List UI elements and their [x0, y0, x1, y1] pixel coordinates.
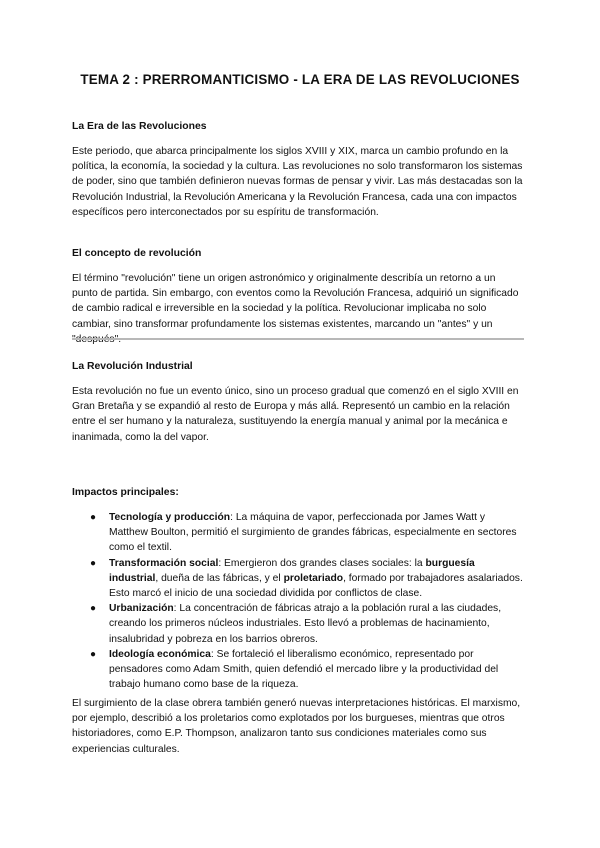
paragraph-closing: El surgimiento de la clase obrera también generó nuevas interpretaciones históricas. El marxismo, por ejemplo, describió a los proletarios como explotados por los burgueses, mientras que otros historiadores, como E.P. Thompson, analizaron tanto sus condiciones materiales como sus experiencias culturales.	[72, 698, 521, 755]
impact-text: : Emergieron dos grandes clases sociales: la	[218, 557, 426, 569]
impact-term: Urbanización	[109, 603, 174, 615]
heading-era-revoluciones: La Era de las Revoluciones	[72, 121, 207, 132]
impact-text: : Se fortaleció el liberalismo económico, representado por pensadores como Adam Smith, quien defendió el mercado libre y la productividad del trabajo humano como base de la riqueza.	[109, 648, 499, 691]
bullet-icon: ●	[90, 512, 97, 523]
impact-term: Transformación social	[109, 557, 219, 569]
impact-bold-term: burguesía industrial	[109, 557, 475, 584]
paragraph-concepto-revolucion: El término "revolución" tiene un origen astronómico y originalmente describía un retorno a un punto de partida. Sin embargo, con eventos como la Revolución Francesa, adquirió un significado de cambio radical e irreversible en la sociedad y la política. Revolucionar implicaba no solo cambiar, sino transformar profundamente los sistemas existentes, marcando un "antes" y un "después".	[72, 273, 519, 345]
impact-text: : La máquina de vapor, perfeccionada por James Watt y Matthew Boulton, permitió el surgimiento de grandes fábricas, especialmente en sectores como el textil.	[109, 512, 517, 554]
section-divider	[72, 338, 524, 340]
impacts-list	[72, 510, 524, 692]
heading-revolucion-industrial: La Revolución Industrial	[72, 361, 193, 372]
document-title: TEMA 2 : PRERROMANTICISMO - LA ERA DE LAS REVOLUCIONES	[80, 72, 520, 87]
bullet-icon: ●	[90, 557, 97, 569]
list-item	[72, 510, 524, 556]
heading-concepto-revolucion: El concepto de revolución	[72, 248, 202, 259]
paragraph-era-revoluciones: Este periodo, que abarca principalmente los siglos XVIII y XIX, marca un cambio profundo en la política, la economía, la sociedad y la cultura. Las revoluciones no solo transformaron los sistemas de poder, sino que también definieron nuevas formas de pensar y vivir. Las más destacadas son la Revolución Industrial, la Revolución Americana y la Revolución Francesa, cada una con impactos específicos pero interconectados por su espíritu de transformación.	[72, 146, 523, 218]
list-item	[72, 647, 524, 693]
bullet-icon: ●	[90, 648, 97, 660]
impact-text: , dueña de las fábricas, y el	[155, 572, 284, 584]
impact-bold-term: proletariado	[283, 572, 344, 584]
impact-text: : La concentración de fábricas atrajo a la población rural a las ciudades, creando los primeros núcleos industriales. Esto llevó a problemas de hacinamiento, insalubridad y pobreza en los barrios obreros.	[109, 603, 502, 645]
heading-impactos: Impactos principales:	[72, 487, 179, 498]
paragraph-revolucion-industrial: Esta revolución no fue un evento único, sino un proceso gradual que comenzó en el siglo XVIII en Gran Bretaña y se expandió al resto de Europa y más allá. Representó un cambio en la relación entre el ser humano y la naturaleza, sustituyendo la energía manual y animal por la mecánica e inanimada, como la del vapor.	[72, 386, 519, 443]
list-item	[72, 601, 524, 647]
impact-term: Ideología económica	[109, 648, 211, 660]
impact-text: , formado por trabajadores asalariados. Esto marcó el inicio de una sociedad dividida por conflictos de clase.	[109, 572, 523, 600]
bullet-icon: ●	[90, 603, 97, 615]
impact-term: Tecnología y producción	[109, 512, 231, 523]
list-item	[72, 556, 524, 602]
